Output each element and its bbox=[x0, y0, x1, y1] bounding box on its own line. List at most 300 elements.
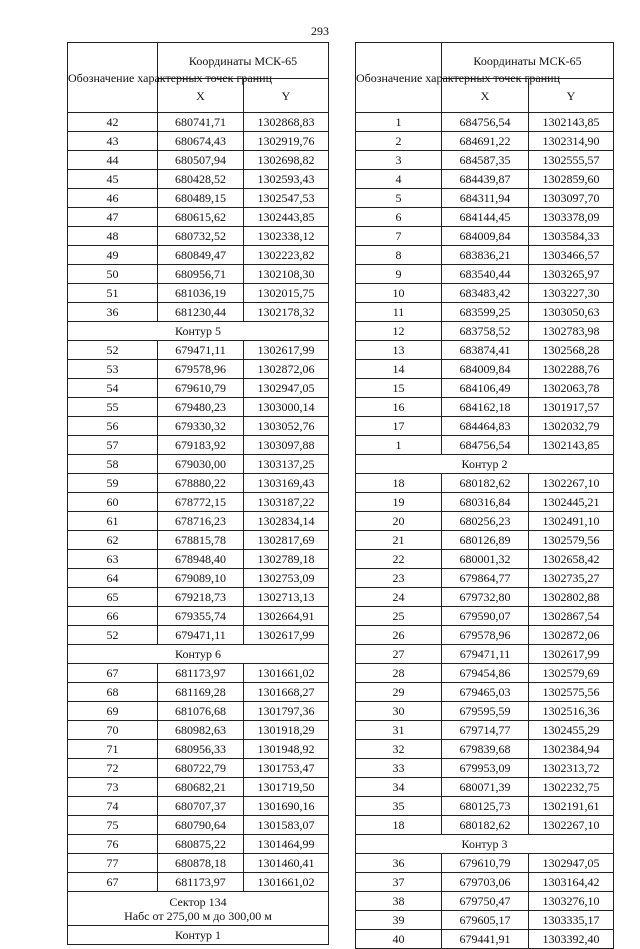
y-coordinate-cell: 1302143,85 bbox=[529, 113, 614, 132]
table-row bbox=[356, 265, 614, 284]
point-number-cell: 52 bbox=[68, 341, 158, 360]
table-row bbox=[68, 265, 329, 284]
y-coordinate-cell: 1302267,10 bbox=[529, 816, 614, 835]
x-coordinate-cell: 680126,89 bbox=[442, 531, 529, 550]
y-coordinate-cell: 1302314,90 bbox=[529, 132, 614, 151]
table-body-left bbox=[68, 113, 329, 945]
table-row bbox=[68, 607, 329, 626]
y-coordinate-cell: 1302516,36 bbox=[529, 702, 614, 721]
point-number-cell: 27 bbox=[356, 645, 442, 664]
point-number-cell: 36 bbox=[356, 854, 442, 873]
x-coordinate-cell: 679732,80 bbox=[442, 588, 529, 607]
x-coordinate-cell: 680707,37 bbox=[158, 797, 244, 816]
x-coordinate-cell: 679590,07 bbox=[442, 607, 529, 626]
point-number-cell: 75 bbox=[68, 816, 158, 835]
table-row bbox=[356, 588, 614, 607]
x-coordinate-cell: 680615,62 bbox=[158, 208, 244, 227]
point-number-cell: 53 bbox=[68, 360, 158, 379]
table-row bbox=[68, 208, 329, 227]
y-coordinate-cell: 1302232,75 bbox=[529, 778, 614, 797]
point-number-cell: 23 bbox=[356, 569, 442, 588]
table-row bbox=[68, 873, 329, 892]
y-coordinate-cell: 1303169,43 bbox=[244, 474, 329, 493]
table-row bbox=[68, 721, 329, 740]
x-coordinate-cell: 681036,19 bbox=[158, 284, 244, 303]
x-coordinate-cell: 679183,92 bbox=[158, 436, 244, 455]
x-coordinate-cell: 681076,68 bbox=[158, 702, 244, 721]
x-coordinate-cell: 679714,77 bbox=[442, 721, 529, 740]
point-number-cell: 6 bbox=[356, 208, 442, 227]
y-coordinate-cell: 1302575,56 bbox=[529, 683, 614, 702]
table-row bbox=[356, 493, 614, 512]
point-number-cell: 36 bbox=[68, 303, 158, 322]
header-x: X bbox=[442, 79, 529, 113]
table-row bbox=[356, 702, 614, 721]
x-coordinate-cell: 679839,68 bbox=[442, 740, 529, 759]
y-coordinate-cell: 1303466,57 bbox=[529, 246, 614, 265]
y-coordinate-cell: 1301690,16 bbox=[244, 797, 329, 816]
table-row bbox=[68, 816, 329, 835]
table-row bbox=[68, 455, 329, 474]
x-coordinate-cell: 679864,77 bbox=[442, 569, 529, 588]
point-number-cell: 71 bbox=[68, 740, 158, 759]
table-row bbox=[68, 417, 329, 436]
y-coordinate-cell: 1302267,10 bbox=[529, 474, 614, 493]
x-coordinate-cell: 684162,18 bbox=[442, 398, 529, 417]
point-number-cell: 74 bbox=[68, 797, 158, 816]
y-coordinate-cell: 1302617,99 bbox=[529, 645, 614, 664]
contour-heading: Контур 2 bbox=[356, 455, 614, 474]
x-coordinate-cell: 680875,22 bbox=[158, 835, 244, 854]
table-row bbox=[356, 569, 614, 588]
point-number-cell: 8 bbox=[356, 246, 442, 265]
point-number-cell: 28 bbox=[356, 664, 442, 683]
x-coordinate-cell: 680071,39 bbox=[442, 778, 529, 797]
y-coordinate-cell: 1302015,75 bbox=[244, 284, 329, 303]
x-coordinate-cell: 680682,21 bbox=[158, 778, 244, 797]
y-coordinate-cell: 1301668,27 bbox=[244, 683, 329, 702]
x-coordinate-cell: 679578,96 bbox=[442, 626, 529, 645]
page-number: 293 bbox=[311, 24, 329, 38]
x-coordinate-cell: 684311,94 bbox=[442, 189, 529, 208]
point-number-cell: 3 bbox=[356, 151, 442, 170]
x-coordinate-cell: 680878,18 bbox=[158, 854, 244, 873]
point-number-cell: 70 bbox=[68, 721, 158, 740]
x-coordinate-cell: 683599,25 bbox=[442, 303, 529, 322]
point-number-cell: 47 bbox=[68, 208, 158, 227]
x-coordinate-cell: 684756,54 bbox=[442, 113, 529, 132]
y-coordinate-cell: 1302802,88 bbox=[529, 588, 614, 607]
x-coordinate-cell: 683540,44 bbox=[442, 265, 529, 284]
y-coordinate-cell: 1303050,63 bbox=[529, 303, 614, 322]
table-row bbox=[68, 797, 329, 816]
header-coords-title: Координаты МСК-65 bbox=[158, 43, 329, 79]
y-coordinate-cell: 1302108,30 bbox=[244, 265, 329, 284]
x-coordinate-cell: 684009,84 bbox=[442, 227, 529, 246]
point-number-cell: 57 bbox=[68, 436, 158, 455]
x-coordinate-cell: 679471,11 bbox=[158, 341, 244, 360]
point-number-cell: 9 bbox=[356, 265, 442, 284]
table-row bbox=[356, 797, 614, 816]
x-coordinate-cell: 678772,15 bbox=[158, 493, 244, 512]
y-coordinate-cell: 1302817,69 bbox=[244, 531, 329, 550]
table-row bbox=[356, 854, 614, 873]
point-number-cell: 33 bbox=[356, 759, 442, 778]
point-number-cell: 59 bbox=[68, 474, 158, 493]
table-row bbox=[68, 113, 329, 132]
x-coordinate-cell: 679355,74 bbox=[158, 607, 244, 626]
x-coordinate-cell: 680722,79 bbox=[158, 759, 244, 778]
x-coordinate-cell: 680489,15 bbox=[158, 189, 244, 208]
sector-title: Сектор 134 bbox=[169, 894, 227, 909]
point-number-cell: 17 bbox=[356, 417, 442, 436]
x-coordinate-cell: 683874,41 bbox=[442, 341, 529, 360]
table-row bbox=[68, 588, 329, 607]
x-coordinate-cell: 684756,54 bbox=[442, 436, 529, 455]
table-row bbox=[68, 227, 329, 246]
table-row bbox=[68, 778, 329, 797]
coordinates-table-right bbox=[355, 42, 614, 949]
y-coordinate-cell: 1302593,43 bbox=[244, 170, 329, 189]
y-coordinate-cell: 1301661,02 bbox=[244, 873, 329, 892]
y-coordinate-cell: 1302859,60 bbox=[529, 170, 614, 189]
y-coordinate-cell: 1302658,42 bbox=[529, 550, 614, 569]
y-coordinate-cell: 1302178,32 bbox=[244, 303, 329, 322]
table-row bbox=[356, 512, 614, 531]
y-coordinate-cell: 1302579,69 bbox=[529, 664, 614, 683]
point-number-cell: 29 bbox=[356, 683, 442, 702]
x-coordinate-cell: 680256,23 bbox=[442, 512, 529, 531]
x-coordinate-cell: 679030,00 bbox=[158, 455, 244, 474]
table-row bbox=[68, 246, 329, 265]
table-row bbox=[68, 341, 329, 360]
x-coordinate-cell: 684144,45 bbox=[442, 208, 529, 227]
table-row bbox=[68, 493, 329, 512]
table-row bbox=[356, 379, 614, 398]
table-row bbox=[68, 550, 329, 569]
point-number-cell: 39 bbox=[356, 911, 442, 930]
table-row bbox=[68, 759, 329, 778]
table-row bbox=[356, 740, 614, 759]
x-coordinate-cell: 681230,44 bbox=[158, 303, 244, 322]
point-number-cell: 2 bbox=[356, 132, 442, 151]
y-coordinate-cell: 1302753,09 bbox=[244, 569, 329, 588]
point-number-cell: 56 bbox=[68, 417, 158, 436]
table-row bbox=[356, 113, 614, 132]
point-number-cell: 66 bbox=[68, 607, 158, 626]
point-number-cell: 54 bbox=[68, 379, 158, 398]
point-number-cell: 31 bbox=[356, 721, 442, 740]
y-coordinate-cell: 1302191,61 bbox=[529, 797, 614, 816]
contour-heading: Контур 3 bbox=[356, 835, 614, 854]
point-number-cell: 13 bbox=[356, 341, 442, 360]
table-row bbox=[356, 398, 614, 417]
table-row bbox=[356, 683, 614, 702]
point-number-cell: 7 bbox=[356, 227, 442, 246]
point-number-cell: 42 bbox=[68, 113, 158, 132]
y-coordinate-cell: 1303265,97 bbox=[529, 265, 614, 284]
y-coordinate-cell: 1301797,36 bbox=[244, 702, 329, 721]
table-body-right bbox=[356, 113, 614, 949]
x-coordinate-cell: 678716,23 bbox=[158, 512, 244, 531]
point-number-cell: 67 bbox=[68, 664, 158, 683]
point-number-cell: 65 bbox=[68, 588, 158, 607]
y-coordinate-cell: 1302338,12 bbox=[244, 227, 329, 246]
table-row bbox=[68, 436, 329, 455]
x-coordinate-cell: 684106,49 bbox=[442, 379, 529, 398]
x-coordinate-cell: 680428,52 bbox=[158, 170, 244, 189]
table-row bbox=[356, 892, 614, 911]
y-coordinate-cell: 1302834,14 bbox=[244, 512, 329, 531]
contour-heading: Контур 1 bbox=[68, 926, 329, 945]
y-coordinate-cell: 1302063,78 bbox=[529, 379, 614, 398]
x-coordinate-cell: 680982,63 bbox=[158, 721, 244, 740]
point-number-cell: 37 bbox=[356, 873, 442, 892]
point-number-cell: 46 bbox=[68, 189, 158, 208]
x-coordinate-cell: 679610,79 bbox=[442, 854, 529, 873]
point-number-cell: 44 bbox=[68, 151, 158, 170]
y-coordinate-cell: 1303187,22 bbox=[244, 493, 329, 512]
x-coordinate-cell: 684587,35 bbox=[442, 151, 529, 170]
y-coordinate-cell: 1303137,25 bbox=[244, 455, 329, 474]
x-coordinate-cell: 678880,22 bbox=[158, 474, 244, 493]
x-coordinate-cell: 679595,59 bbox=[442, 702, 529, 721]
y-coordinate-cell: 1302947,05 bbox=[244, 379, 329, 398]
y-coordinate-cell: 1303335,17 bbox=[529, 911, 614, 930]
table-row bbox=[68, 854, 329, 873]
point-number-cell: 67 bbox=[68, 873, 158, 892]
point-number-cell: 22 bbox=[356, 550, 442, 569]
contour-heading-row bbox=[356, 455, 614, 474]
header-y: Y bbox=[529, 79, 614, 113]
x-coordinate-cell: 681169,28 bbox=[158, 683, 244, 702]
table-row bbox=[356, 911, 614, 930]
x-coordinate-cell: 679330,32 bbox=[158, 417, 244, 436]
header-point-label: Обозначение характерных точек границ bbox=[68, 43, 158, 113]
y-coordinate-cell: 1302867,54 bbox=[529, 607, 614, 626]
point-number-cell: 61 bbox=[68, 512, 158, 531]
point-number-cell: 58 bbox=[68, 455, 158, 474]
y-coordinate-cell: 1302698,82 bbox=[244, 151, 329, 170]
y-coordinate-cell: 1301917,57 bbox=[529, 398, 614, 417]
point-number-cell: 14 bbox=[356, 360, 442, 379]
y-coordinate-cell: 1302735,27 bbox=[529, 569, 614, 588]
x-coordinate-cell: 679465,03 bbox=[442, 683, 529, 702]
table-row bbox=[356, 645, 614, 664]
table-row bbox=[356, 626, 614, 645]
x-coordinate-cell: 683836,21 bbox=[442, 246, 529, 265]
y-coordinate-cell: 1302947,05 bbox=[529, 854, 614, 873]
point-number-cell: 20 bbox=[356, 512, 442, 531]
sector-heading-row bbox=[68, 892, 329, 926]
x-coordinate-cell: 679578,96 bbox=[158, 360, 244, 379]
table-row bbox=[356, 816, 614, 835]
table-row bbox=[68, 740, 329, 759]
table-row bbox=[68, 379, 329, 398]
y-coordinate-cell: 1303276,10 bbox=[529, 892, 614, 911]
x-coordinate-cell: 680316,84 bbox=[442, 493, 529, 512]
table-row bbox=[356, 417, 614, 436]
x-coordinate-cell: 679454,86 bbox=[442, 664, 529, 683]
point-number-cell: 43 bbox=[68, 132, 158, 151]
point-number-cell: 73 bbox=[68, 778, 158, 797]
x-coordinate-cell: 680182,62 bbox=[442, 816, 529, 835]
y-coordinate-cell: 1302579,56 bbox=[529, 531, 614, 550]
x-coordinate-cell: 680741,71 bbox=[158, 113, 244, 132]
contour-heading-row bbox=[68, 322, 329, 341]
y-coordinate-cell: 1302445,21 bbox=[529, 493, 614, 512]
point-number-cell: 15 bbox=[356, 379, 442, 398]
table-row bbox=[68, 683, 329, 702]
y-coordinate-cell: 1302443,85 bbox=[244, 208, 329, 227]
contour-heading-row bbox=[356, 835, 614, 854]
x-coordinate-cell: 683483,42 bbox=[442, 284, 529, 303]
table-row bbox=[68, 151, 329, 170]
y-coordinate-cell: 1302384,94 bbox=[529, 740, 614, 759]
x-coordinate-cell: 680182,62 bbox=[442, 474, 529, 493]
x-coordinate-cell: 684009,84 bbox=[442, 360, 529, 379]
y-coordinate-cell: 1301948,92 bbox=[244, 740, 329, 759]
y-coordinate-cell: 1302617,99 bbox=[244, 626, 329, 645]
point-number-cell: 49 bbox=[68, 246, 158, 265]
table-row bbox=[356, 303, 614, 322]
table-row bbox=[356, 341, 614, 360]
x-coordinate-cell: 684464,83 bbox=[442, 417, 529, 436]
x-coordinate-cell: 680849,47 bbox=[158, 246, 244, 265]
table-row bbox=[356, 664, 614, 683]
table-row bbox=[356, 246, 614, 265]
point-number-cell: 1 bbox=[356, 113, 442, 132]
table-header bbox=[356, 43, 614, 113]
y-coordinate-cell: 1303584,33 bbox=[529, 227, 614, 246]
point-number-cell: 69 bbox=[68, 702, 158, 721]
y-coordinate-cell: 1302617,99 bbox=[244, 341, 329, 360]
point-number-cell: 25 bbox=[356, 607, 442, 626]
x-coordinate-cell: 684691,22 bbox=[442, 132, 529, 151]
table-row bbox=[68, 360, 329, 379]
table-row bbox=[356, 360, 614, 379]
x-coordinate-cell: 679471,11 bbox=[158, 626, 244, 645]
point-number-cell: 11 bbox=[356, 303, 442, 322]
x-coordinate-cell: 679610,79 bbox=[158, 379, 244, 398]
table-row bbox=[356, 474, 614, 493]
y-coordinate-cell: 1301460,41 bbox=[244, 854, 329, 873]
point-number-cell: 38 bbox=[356, 892, 442, 911]
y-coordinate-cell: 1302919,76 bbox=[244, 132, 329, 151]
y-coordinate-cell: 1301719,50 bbox=[244, 778, 329, 797]
point-number-cell: 62 bbox=[68, 531, 158, 550]
point-number-cell: 24 bbox=[356, 588, 442, 607]
point-number-cell: 10 bbox=[356, 284, 442, 303]
point-number-cell: 51 bbox=[68, 284, 158, 303]
table-row bbox=[356, 151, 614, 170]
contour-heading-row bbox=[68, 645, 329, 664]
x-coordinate-cell: 678948,40 bbox=[158, 550, 244, 569]
table-row bbox=[356, 778, 614, 797]
point-number-cell: 21 bbox=[356, 531, 442, 550]
table-row bbox=[356, 930, 614, 949]
point-number-cell: 64 bbox=[68, 569, 158, 588]
point-number-cell: 18 bbox=[356, 474, 442, 493]
table-row bbox=[68, 664, 329, 683]
y-coordinate-cell: 1303378,09 bbox=[529, 208, 614, 227]
x-coordinate-cell: 679089,10 bbox=[158, 569, 244, 588]
coordinates-table-left bbox=[67, 42, 329, 945]
table-row bbox=[356, 607, 614, 626]
x-coordinate-cell: 678815,78 bbox=[158, 531, 244, 550]
y-coordinate-cell: 1302568,28 bbox=[529, 341, 614, 360]
point-number-cell: 26 bbox=[356, 626, 442, 645]
table-row bbox=[68, 702, 329, 721]
x-coordinate-cell: 679218,73 bbox=[158, 588, 244, 607]
point-number-cell: 4 bbox=[356, 170, 442, 189]
table-row bbox=[68, 303, 329, 322]
point-number-cell: 19 bbox=[356, 493, 442, 512]
y-coordinate-cell: 1302872,06 bbox=[529, 626, 614, 645]
x-coordinate-cell: 679953,09 bbox=[442, 759, 529, 778]
table-row bbox=[68, 474, 329, 493]
table-row bbox=[356, 208, 614, 227]
y-coordinate-cell: 1302555,57 bbox=[529, 151, 614, 170]
table-row bbox=[68, 189, 329, 208]
table-row bbox=[356, 284, 614, 303]
table-row bbox=[356, 436, 614, 455]
y-coordinate-cell: 1303000,14 bbox=[244, 398, 329, 417]
point-number-cell: 1 bbox=[356, 436, 442, 455]
y-coordinate-cell: 1301464,99 bbox=[244, 835, 329, 854]
x-coordinate-cell: 681173,97 bbox=[158, 873, 244, 892]
point-number-cell: 32 bbox=[356, 740, 442, 759]
y-coordinate-cell: 1302789,18 bbox=[244, 550, 329, 569]
y-coordinate-cell: 1302547,53 bbox=[244, 189, 329, 208]
table-row bbox=[356, 170, 614, 189]
table-row bbox=[68, 170, 329, 189]
x-coordinate-cell: 680790,64 bbox=[158, 816, 244, 835]
y-coordinate-cell: 1303097,88 bbox=[244, 436, 329, 455]
point-number-cell: 76 bbox=[68, 835, 158, 854]
x-coordinate-cell: 681173,97 bbox=[158, 664, 244, 683]
table-row bbox=[356, 873, 614, 892]
y-coordinate-cell: 1302664,91 bbox=[244, 607, 329, 626]
point-number-cell: 60 bbox=[68, 493, 158, 512]
point-number-cell: 30 bbox=[356, 702, 442, 721]
sector-heading bbox=[68, 892, 329, 926]
point-number-cell: 18 bbox=[356, 816, 442, 835]
table-header bbox=[68, 43, 329, 113]
y-coordinate-cell: 1302455,29 bbox=[529, 721, 614, 740]
header-x: X bbox=[158, 79, 244, 113]
header-coords-title: Координаты МСК-65 bbox=[442, 43, 614, 79]
x-coordinate-cell: 680001,32 bbox=[442, 550, 529, 569]
point-number-cell: 48 bbox=[68, 227, 158, 246]
point-number-cell: 72 bbox=[68, 759, 158, 778]
table-row bbox=[356, 550, 614, 569]
y-coordinate-cell: 1303097,70 bbox=[529, 189, 614, 208]
y-coordinate-cell: 1302868,83 bbox=[244, 113, 329, 132]
table-row bbox=[68, 284, 329, 303]
table-row bbox=[68, 512, 329, 531]
point-number-cell: 45 bbox=[68, 170, 158, 189]
y-coordinate-cell: 1303392,40 bbox=[529, 930, 614, 949]
table-row bbox=[356, 759, 614, 778]
y-coordinate-cell: 1302713,13 bbox=[244, 588, 329, 607]
point-number-cell: 52 bbox=[68, 626, 158, 645]
point-number-cell: 63 bbox=[68, 550, 158, 569]
y-coordinate-cell: 1301918,29 bbox=[244, 721, 329, 740]
x-coordinate-cell: 680125,73 bbox=[442, 797, 529, 816]
point-number-cell: 77 bbox=[68, 854, 158, 873]
x-coordinate-cell: 679605,17 bbox=[442, 911, 529, 930]
